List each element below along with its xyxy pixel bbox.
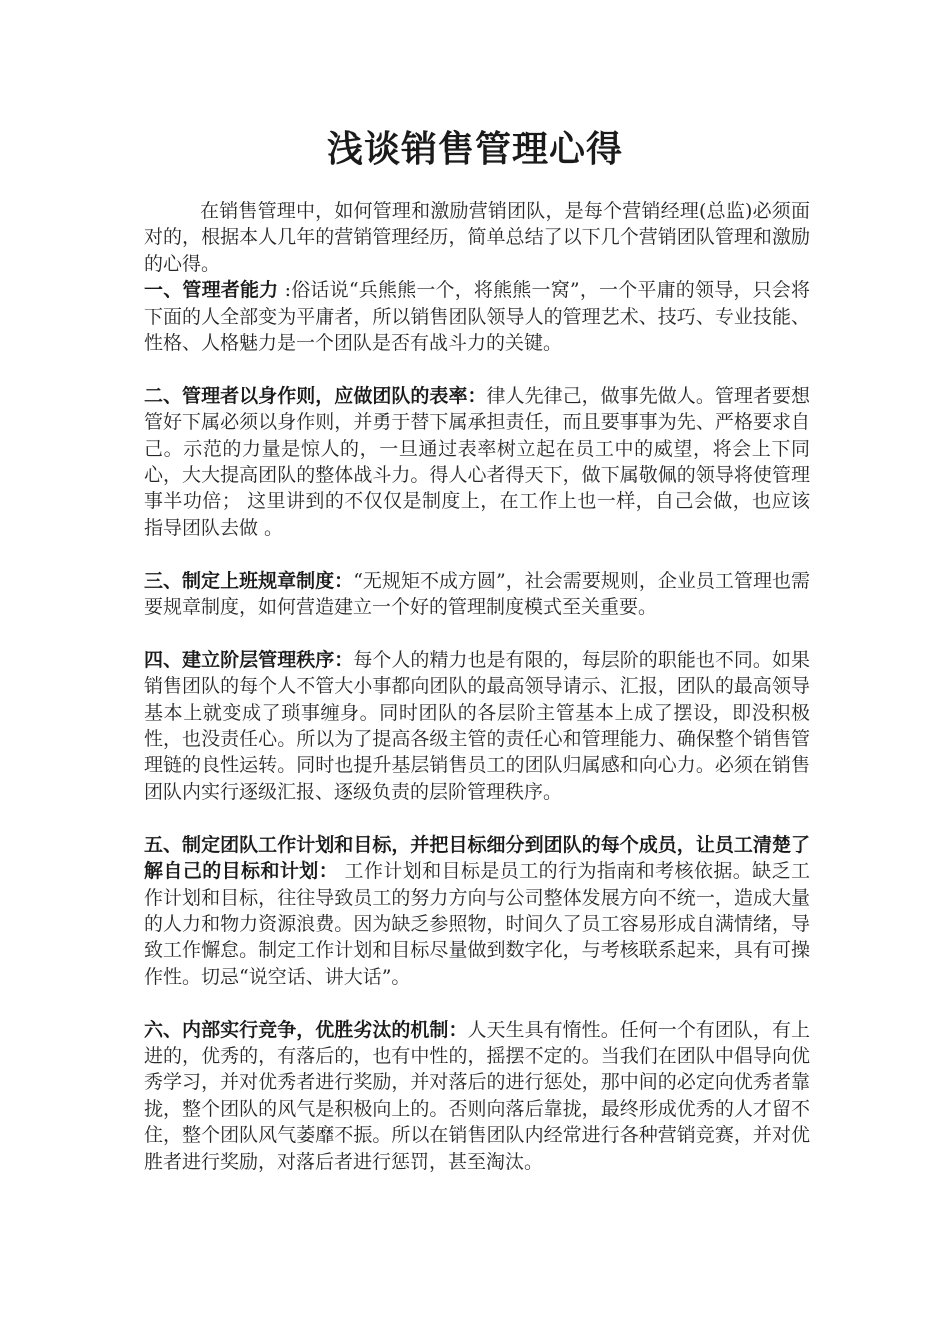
section-5-text: 工作计划和目标是员工的行为指南和考核依据。缺乏工作计划和目标，往往导致员工的努力方向与公司整体发展方向不统一，造成大量的人力和物力资源浪费。因为缺乏参照物，时间久了员工容易形成自满情绪，导致工作懈怠。制定工作计划和目标尽量做到数字化，与考核联系起来，具有可操作性。切忌“说空话、讲大话”。 [144, 860, 810, 988]
intro-paragraph: 在销售管理中，如何管理和激励营销团队，是每个营销经理(总监)必须面对的，根据本人几年的营销管理经历，简单总结了以下几个营销团队管理和激励的心得。 [144, 200, 810, 275]
section-1-paragraph [144, 277, 810, 356]
section-5-paragraph [144, 832, 810, 990]
section-4-text: 每个人的精力也是有限的，每层阶的职能也不同。如果销售团队的每个人不管大小事都向团队的最高领导请示、汇报，团队的最高领导基本上就变成了琐事缠身。同时团队的各层阶主管基本上成了摆设，即没积极性，也没责任心。所以为了提高各级主管的责任心和管理能力、确保整个销售管理链的良性运转。同时也提升基层销售员工的团队归属感和向心力。必须在销售团队内实行逐级汇报、逐级负责的层阶管理秩序。 [144, 648, 810, 803]
section-3-text: “无规矩不成方圆”，社会需要规则，企业员工管理也需要规章制度，如何营造建立一个好的管理制度模式至关重要。 [144, 569, 810, 619]
section-3-paragraph [144, 568, 810, 621]
section-3-heading: 三、制定上班规章制度： [144, 569, 354, 592]
section-2-text: 律人先律己，做事先做人。管理者要想管好下属必须以身作则，并勇于替下属承担责任，而且要事事为先、严格要求自己。示范的力量是惊人的，一旦通过表率树立起在员工中的威望，将会上下同心，大大提高团队的整体战斗力。得人心者得天下，做下属敬佩的领导将使管理事半功倍； 这里讲到的不仅仅是制度上，在工作上也一样，自己会做，也应该指导团队去做 。 [144, 384, 810, 539]
section-5-heading: 五、制定团队工作计划和目标，并把目标细分到团队的每个成员，让员工清楚了解自己的目标和计划： [144, 833, 810, 883]
document-title: 浅谈销售管理心得 [326, 129, 623, 170]
section-4-paragraph [144, 647, 810, 805]
document-body [144, 198, 810, 1175]
section-2-heading: 二、管理者以身作则，应做团队的表率： [144, 384, 487, 407]
section-6-paragraph [144, 1017, 810, 1175]
section-6-heading: 六、内部实行竞争，优胜劣汰的机制： [144, 1018, 468, 1041]
section-1-text: :俗话说“兵熊熊一个，将熊熊一窝”，一个平庸的领导，只会将下面的人全部变为平庸者，所以销售团队领导人的管理艺术、技巧、专业技能、性格、人格魅力是一个团队是否有战斗力的关键。 [144, 279, 810, 355]
section-6-text: 人天生具有惰性。任何一个有团队，有上进的，优秀的，有落后的，也有中性的，摇摆不定的。当我们在团队中倡导向优秀学习，并对优秀者进行奖励，并对落后的进行惩处，那中间的必定向优秀者靠拢，整个团队的风气是积极向上的。否则向落后靠拢，最终形成优秀的人才留不住，整个团队风气萎靡不振。所以在销售团队内经常进行各种营销竞赛，并对优胜者进行奖励，对落后者进行惩罚，甚至淘汰。 [144, 1018, 810, 1173]
section-4-heading: 四、建立阶层管理秩序： [144, 648, 354, 671]
section-2-paragraph [144, 383, 810, 541]
section-1-heading: 一、管理者能力 [144, 279, 279, 302]
